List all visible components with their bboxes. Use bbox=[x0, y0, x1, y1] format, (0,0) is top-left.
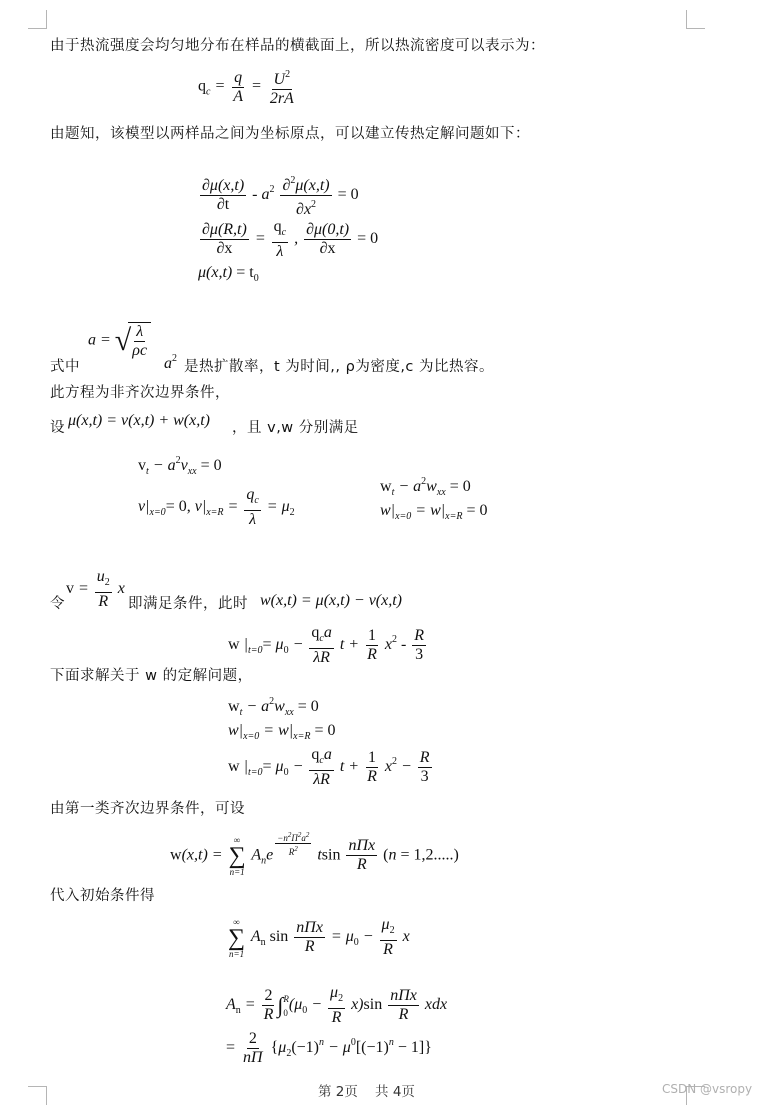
equation-series-solution: w(x,t) = ∞ ∑ n=1 $A_ne$ $^{\frac{-n^2\Pi^2a^2}{R^2}}$ tsin $\frac{\text{nΠx}}{R}$ (n = 1,2.....) bbox=[170, 831, 459, 877]
text-line-model-setup: 由题知，该模型以两样品之间为坐标原点，可以建立传热定解问题如下： bbox=[50, 126, 530, 142]
equation-initial-condition: $\mu(x,t) = t_0$ bbox=[198, 264, 259, 284]
equation-decomposition: μ(x,t) = v(x,t) + w(x,t) bbox=[68, 412, 211, 429]
equation-w-initial: w $|_{t=0}= \mu_0$ − $\frac{q_ca}{\lambda R}$ t + $\frac{1}{R}$ $x^2$ - $\frac{R}{3}$ bbox=[228, 624, 425, 666]
equation-v-pde: $v_t - a^2v_{xx} = 0$ bbox=[138, 455, 222, 477]
text-line-where-suffix: 是热扩散率，t 为时间,, ρ为密度,c 为比热容。 bbox=[184, 359, 495, 375]
equation-w-boundary: $w|_{x=0} = w|_{x=R} = 0$ bbox=[380, 502, 488, 522]
equation-w-definition: w(x,t) = μ(x,t) − v(x,t) bbox=[260, 592, 403, 609]
equation-coefficient-integral: $A_n$ = $\frac{2}{R}$ ∫ R 0 ($\mu_0$ − $\frac{\mu_2}{R}$ x)sin $\frac{\text{nΠx}}{R}$ xdx bbox=[226, 984, 448, 1026]
equation-thermal-diffusivity: a = √ $\frac{\lambda}{\rho c}$ bbox=[88, 322, 151, 360]
text-line-first-kind: 由第一类齐次边界条件，可设 bbox=[50, 801, 245, 817]
crop-mark-top-right bbox=[686, 10, 705, 29]
text-line-nonhomogeneous: 此方程为非齐次边界条件， bbox=[50, 385, 230, 401]
crop-mark-top-left bbox=[28, 10, 47, 29]
crop-mark-bottom-left bbox=[28, 1086, 47, 1105]
text-line-substitute-initial: 代入初始条件得 bbox=[50, 888, 155, 904]
equation-boundary-conditions: $\frac{\partial\mu(R,t)}{\partial x}$ = $\frac{q_c}{\lambda}$ , $\frac{\partial\mu(0,t)}{\partial x}$ = 0 bbox=[202, 218, 379, 260]
equation-heat-pde: $\frac{\partial\mu(x,t)}{\partial t}$ - $a^2$ $\frac{\partial^2\mu(x,t)}{\partial x^2}$ = 0 bbox=[198, 172, 359, 219]
text-line-let-mid: 即满足条件，此时 bbox=[128, 596, 248, 612]
page-number: 第 2页 共 4页 bbox=[318, 1084, 415, 1100]
text-line-solve-w: 下面求解关于 w 的定解问题， bbox=[50, 668, 253, 684]
equation-w-problem-boundary: $w|_{x=0} = w|_{x=R} = 0$ bbox=[228, 722, 336, 742]
symbol-a-squared: $a^2$ bbox=[164, 353, 177, 372]
equation-v-definition: v = $\frac{u_2}{R}$ x bbox=[66, 568, 125, 610]
equation-coefficient-result: = $\frac{2}{n\Pi}$ $\{\mu_2(-1)^n - \mu^0[(-1)^n - 1]\}$ bbox=[226, 1030, 432, 1066]
watermark: CSDN @vsropy bbox=[662, 1082, 753, 1096]
text-line-where: 式中 bbox=[50, 359, 80, 375]
equation-w-problem-pde: $w_t - a^2w_{xx} = 0$ bbox=[228, 696, 319, 718]
equation-v-boundary: $v|_{x=0}= 0$, $v|_{x=R}$ = $\frac{q_c}{\lambda}$ = $\mu_2$ bbox=[138, 486, 295, 528]
text-line-let: 令 bbox=[50, 596, 65, 612]
text-line-assume-suffix: ，且 v,w 分别满足 bbox=[232, 420, 359, 436]
text-line-heat-flux: 由于热流强度会均匀地分布在样品的横截面上，所以热流密度可以表示为： bbox=[50, 38, 545, 54]
equation-heat-flux-density: $q_c$ = $\frac{q}{A}$ = $\frac{U^2}{2rA}$ bbox=[198, 66, 298, 108]
equation-initial-expansion: ∞ ∑ n=1 $A_n$ sin $\frac{\text{nΠx}}{R}$ = $\mu_0$ − $\frac{\mu_2}{R}$ x bbox=[228, 916, 410, 959]
equation-w-problem-initial: w $|_{t=0}= \mu_0$ − $\frac{q_ca}{\lambda R}$ t + $\frac{1}{R}$ $x^2$ − $\frac{R}{3}$ bbox=[228, 746, 430, 788]
text-line-assume: 设 bbox=[50, 420, 65, 436]
equation-w-pde: $w_t - a^2w_{xx} = 0$ bbox=[380, 476, 471, 498]
